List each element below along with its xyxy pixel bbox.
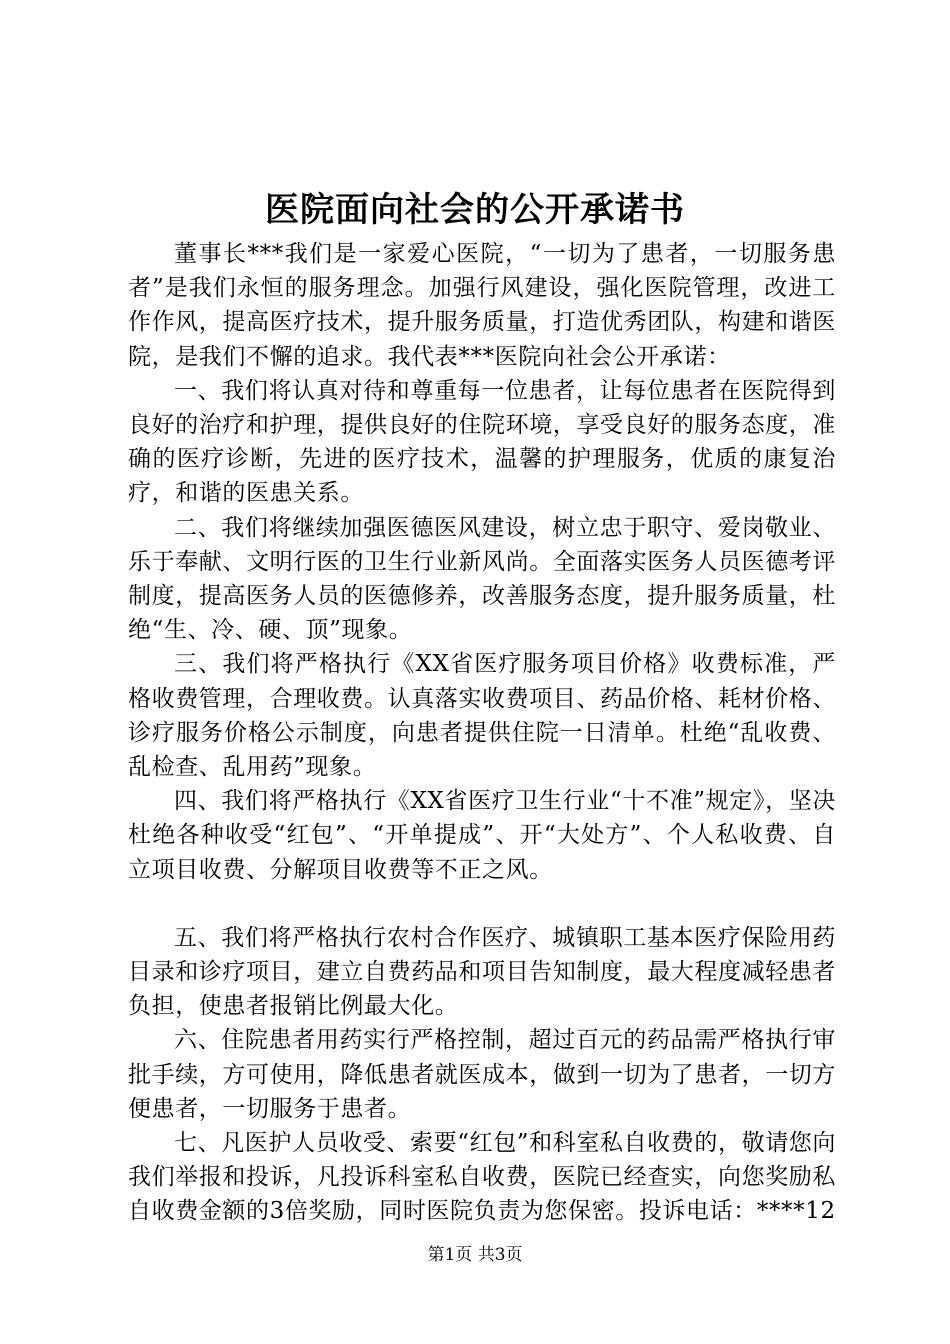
paragraph-item-2: 二、我们将继续加强医德医风建设，树立忠于职守、爱岗敬业、乐于奉献、文明行医的卫生行业新风尚。全面落实医务人员医德考评制度，提高医务人员的医德修养，改善服务态度，提升服务质量，杜绝“生、冷、硬、顶”现象。 [128, 514, 836, 644]
document-body [128, 237, 836, 1229]
paragraph-item-7: 七、凡医护人员收受、索要“红包”和科室私自收费的，敬请您向我们举报和投诉，凡投诉科室私自收费，医院已经查实，向您奖励私自收费金额的3倍奖励，同时医院负责为您保密。投诉电话：****12 [128, 1130, 836, 1225]
paragraph-item-3: 三、我们将严格执行《XX省医疗服务项目价格》收费标准，严格收费管理，合理收费。认真落实收费项目、药品价格、耗材价格、诊疗服务价格公示制度，向患者提供住院一日清单。杜绝“乱收费、乱检查、乱用药”现象。 [128, 651, 836, 781]
paragraph-item-1: 一、我们将认真对待和尊重每一位患者，让每位患者在医院得到良好的治疗和护理，提供良好的住院环境，享受良好的服务态度，准确的医疗诊断，先进的医疗技术，温馨的护理服务，优质的康复治疗，和谐的医患关系。 [128, 377, 836, 507]
document-title: 医院面向社会的公开承诺书 [265, 190, 685, 230]
paragraph-item-6: 六、住院患者用药实行严格控制，超过百元的药品需严格执行审批手续，方可使用，降低患者就医成本，做到一切为了患者，一切方便患者，一切服务于患者。 [128, 1027, 836, 1122]
paragraph-item-4: 四、我们将严格执行《XX省医疗卫生行业“十不准”规定》，坚决杜绝各种收受“红包”、“开单提成”、开“大处方”、个人私收费、自立项目收费、分解项目收费等不正之风。 [128, 788, 836, 883]
paragraph-item-5: 五、我们将严格执行农村合作医疗、城镇职工基本医疗保险用药目录和诊疗项目，建立自费药品和项目告知制度，最大程度减轻患者负担，使患者报销比例最大化。 [128, 924, 836, 1020]
page-number-footer: 第1页 共3页 [427, 1245, 523, 1265]
paragraph-intro: 董事长***我们是一家爱心医院，“一切为了患者，一切服务患者”是我们永恒的服务理念。加强行风建设，强化医院管理，改进工作作风，提高医疗技术，提升服务质量，打造优秀团队，构建和谐医院，是我们不懈的追求。我代表***医院向社会公开承诺： [128, 241, 836, 370]
